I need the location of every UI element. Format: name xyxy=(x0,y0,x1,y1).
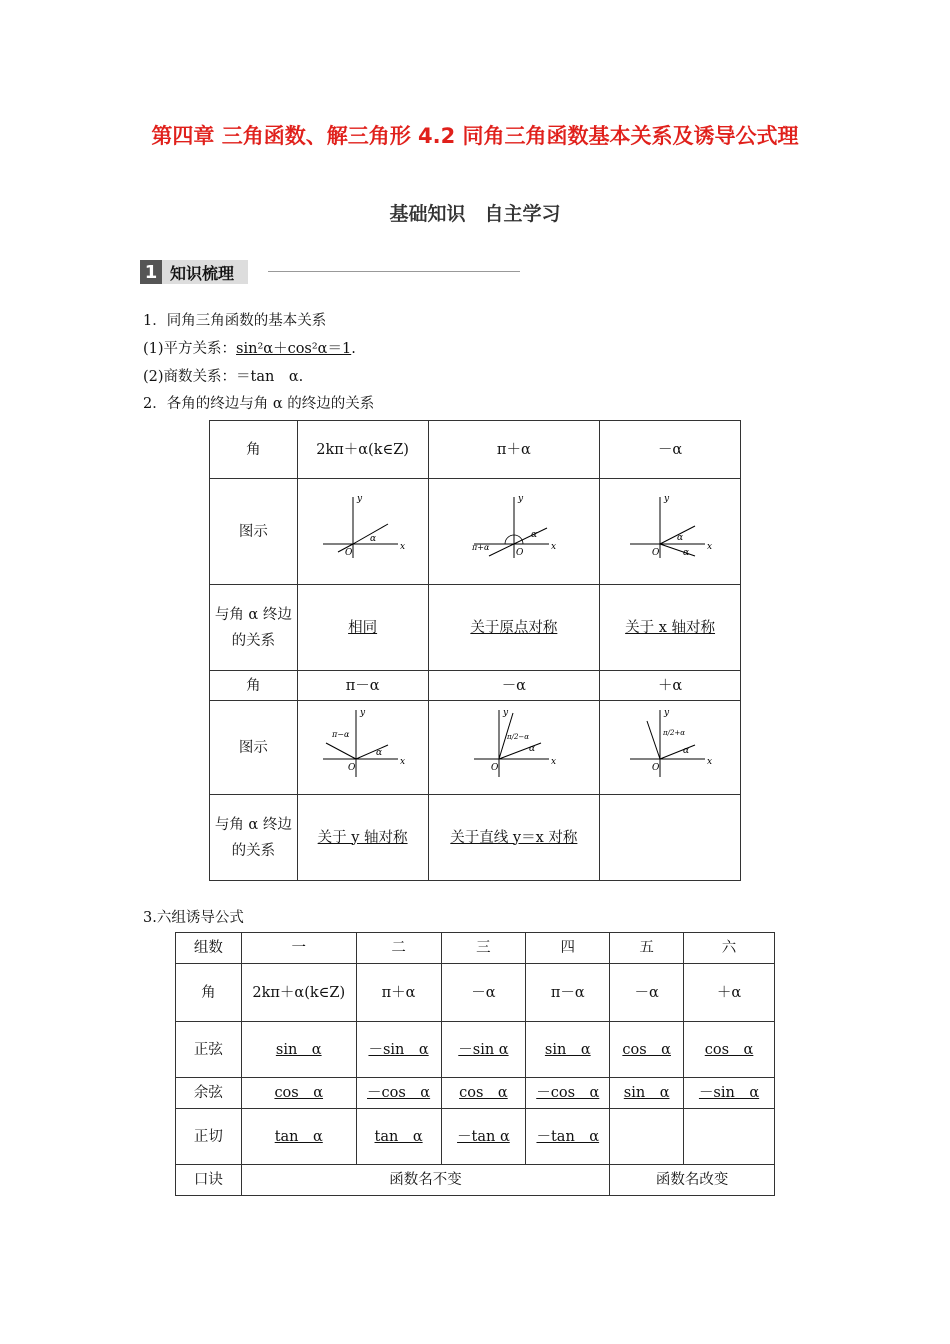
tangent-cell: －tan α xyxy=(526,1109,610,1165)
alpha-label: α xyxy=(677,533,684,543)
relation-cell: 关于 y 轴对称 xyxy=(297,795,428,881)
axes-diagram xyxy=(318,705,408,781)
item-1b-value: ＝tan α xyxy=(236,369,299,385)
angle-cell: π＋α xyxy=(428,421,600,479)
item-3: 3.六组诱导公式 xyxy=(143,910,244,926)
angle-cell: ＋α xyxy=(684,964,775,1022)
section-header xyxy=(140,259,248,285)
relation-cell: 关于直线 y＝x 对称 xyxy=(428,795,600,881)
row-label: 口诀 xyxy=(176,1165,242,1196)
item-1b-prefix: (2)商数关系： xyxy=(143,369,237,385)
section-subtitle: 基础知识 自主学习 xyxy=(389,203,561,225)
tangent-cell: －tan α xyxy=(441,1109,526,1165)
angle-cell: 2kπ＋α(k∈Z) xyxy=(241,964,356,1022)
y-label: y xyxy=(664,708,670,718)
angle-cell: －α xyxy=(610,964,684,1022)
page-title: 第四章 三角函数、解三角形 4.2 同角三角函数基本关系及诱导公式理 xyxy=(151,124,799,148)
alpha-label: α xyxy=(683,746,690,756)
relation-cell xyxy=(600,795,741,881)
sine-cell: sin α xyxy=(241,1022,356,1078)
section-label: 知识梳理 xyxy=(162,260,248,284)
figure-2kpi-plus-alpha xyxy=(297,479,428,585)
alpha-label: α xyxy=(375,748,382,758)
row-label-figure: 图示 xyxy=(210,701,298,795)
pi2-minus-alpha-label: π/2−α xyxy=(506,733,529,741)
section-number: 1 xyxy=(140,260,162,284)
item-1: 1．同角三角函数的基本关系 xyxy=(143,313,327,329)
row-label-angle: 角 xyxy=(210,671,298,701)
angle-cell: π＋α xyxy=(356,964,441,1022)
origin-label: O xyxy=(652,763,660,773)
x-label: x xyxy=(707,542,713,552)
row-label-relation: 与角 α 终边的关系 xyxy=(210,795,298,881)
item-2: 2．各角的终边与角 α 的终边的关系 xyxy=(143,396,375,412)
origin-label: O xyxy=(515,548,524,558)
induction-formula-table xyxy=(175,932,775,1196)
angle-cell: π－α xyxy=(297,671,428,701)
y-label: y xyxy=(664,494,670,504)
y-label: y xyxy=(359,708,365,718)
angle-cell: －α xyxy=(428,671,600,701)
row-label: 正弦 xyxy=(176,1022,242,1078)
row-label: 余弦 xyxy=(176,1078,242,1109)
alpha-label: α xyxy=(683,548,690,558)
figure-pi2-plus-alpha xyxy=(600,701,741,795)
item-1a: (1)平方关系：sin²α＋cos²α＝1. xyxy=(143,341,356,357)
cosine-cell: －sin α xyxy=(684,1078,775,1109)
origin-label: O xyxy=(347,763,355,773)
y-label: y xyxy=(356,494,362,504)
mnemonic-changed: 函数名改变 xyxy=(610,1165,775,1196)
relation-cell: 关于原点对称 xyxy=(428,585,600,671)
item-1b: (2)商数关系：＝tan α. xyxy=(143,369,304,385)
axes-diagram xyxy=(469,492,559,562)
angle-cell: π－α xyxy=(526,964,610,1022)
figure-pi-plus-alpha xyxy=(428,479,600,585)
angle-cell: 2kπ＋α(k∈Z) xyxy=(297,421,428,479)
pi-minus-alpha-label: π−α xyxy=(331,730,349,739)
cosine-cell: －cos α xyxy=(526,1078,610,1109)
header-cell: 组数 xyxy=(176,933,242,964)
item-1a-prefix: (1)平方关系： xyxy=(143,341,237,357)
pi-plus-alpha-label: π+α xyxy=(471,543,490,552)
angle-cell: －α xyxy=(441,964,526,1022)
tangent-cell xyxy=(610,1109,684,1165)
x-label: x xyxy=(399,757,405,767)
alpha-label: α xyxy=(528,744,535,754)
tangent-cell: tan α xyxy=(356,1109,441,1165)
x-label: x xyxy=(399,542,405,552)
axes-diagram xyxy=(318,492,408,562)
axes-diagram xyxy=(625,492,715,562)
row-label-angle: 角 xyxy=(210,421,298,479)
mnemonic-unchanged: 函数名不变 xyxy=(241,1165,609,1196)
y-label: y xyxy=(502,708,508,718)
alpha-label: α xyxy=(530,530,537,540)
header-cell: 五 xyxy=(610,933,684,964)
item-1a-value: sin²α＋cos²α＝1 xyxy=(236,341,352,357)
origin-label: O xyxy=(652,548,660,558)
x-label: x xyxy=(707,757,713,767)
cosine-cell: cos α xyxy=(441,1078,526,1109)
header-cell: 四 xyxy=(526,933,610,964)
row-label-relation: 与角 α 终边的关系 xyxy=(210,585,298,671)
figure-pi2-minus-alpha xyxy=(428,701,600,795)
row-label: 角 xyxy=(176,964,242,1022)
header-cell: 三 xyxy=(441,933,526,964)
axes-diagram xyxy=(469,705,559,781)
x-label: x xyxy=(550,542,556,552)
angle-cell: －α xyxy=(600,421,741,479)
header-cell: 六 xyxy=(684,933,775,964)
sine-cell: －sin α xyxy=(441,1022,526,1078)
row-label: 正切 xyxy=(176,1109,242,1165)
angle-cell: ＋α xyxy=(600,671,741,701)
origin-label: O xyxy=(344,548,352,558)
figure-neg-alpha xyxy=(600,479,741,585)
origin-label: O xyxy=(490,763,499,773)
section-divider xyxy=(268,271,520,272)
figure-pi-minus-alpha xyxy=(297,701,428,795)
axes-diagram xyxy=(625,705,715,781)
sine-cell: cos α xyxy=(684,1022,775,1078)
relation-cell: 关于 x 轴对称 xyxy=(600,585,741,671)
header-cell: 一 xyxy=(241,933,356,964)
sine-cell: cos α xyxy=(610,1022,684,1078)
row-label-figure: 图示 xyxy=(210,479,298,585)
tangent-cell: tan α xyxy=(241,1109,356,1165)
terminal-side-table xyxy=(209,420,741,881)
sine-cell: －sin α xyxy=(356,1022,441,1078)
x-label: x xyxy=(550,757,556,767)
pi2-plus-alpha-label: π/2+α xyxy=(663,729,686,737)
relation-cell: 相同 xyxy=(297,585,428,671)
cosine-cell: sin α xyxy=(610,1078,684,1109)
alpha-label: α xyxy=(369,534,376,544)
header-cell: 二 xyxy=(356,933,441,964)
tangent-cell xyxy=(684,1109,775,1165)
y-label: y xyxy=(517,494,523,504)
cosine-cell: cos α xyxy=(241,1078,356,1109)
sine-cell: sin α xyxy=(526,1022,610,1078)
cosine-cell: －cos α xyxy=(356,1078,441,1109)
